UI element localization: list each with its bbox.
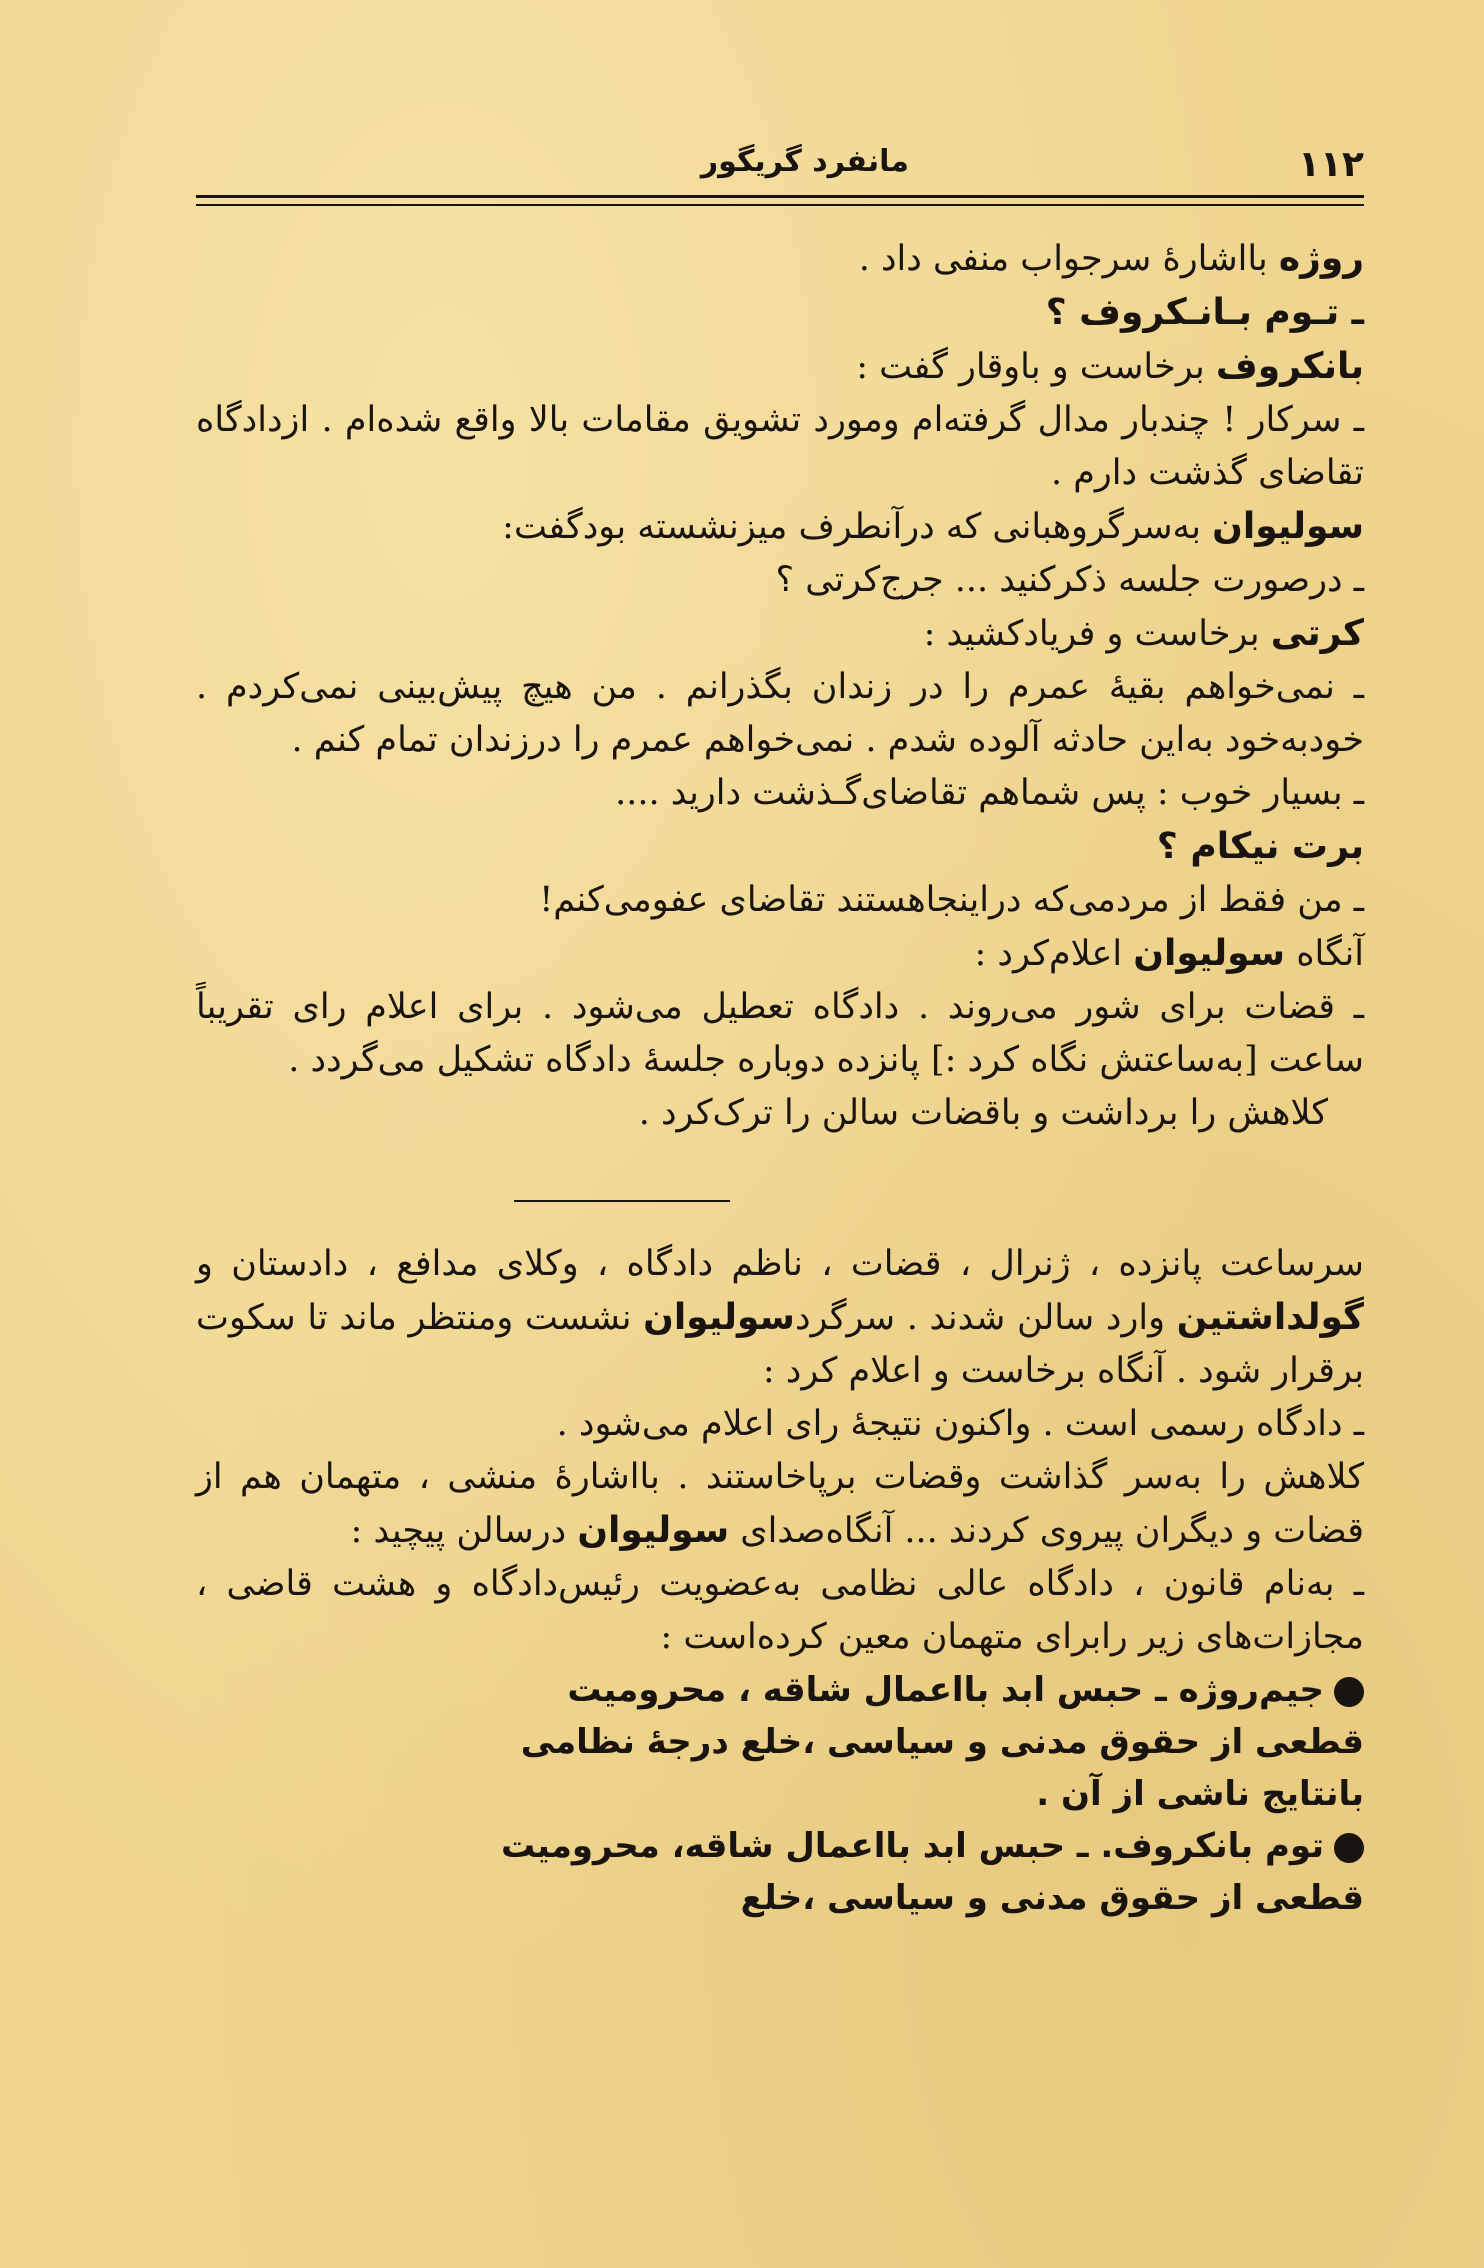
header-rule-thick — [196, 195, 1364, 198]
paragraph: کلاهش را برداشت و باقضات سالن را ترک‌کرد . — [638, 1093, 1328, 1133]
verdict-item: توم بانکروف. ـ حبس ابد بااعمال شاقه، محرومیت قطعی از حقوق مدنی و سیاسی ،خلع — [501, 1826, 1364, 1918]
bullet-icon — [1334, 1833, 1364, 1863]
paragraph: ـ من فقط از مردمی‌که دراینجاهستند تقاضای عفومی‌کنم! — [539, 880, 1364, 920]
paragraph: ـ درصورت جلسه ذکرکنید ... جرج‌کرتی ؟ — [775, 560, 1364, 600]
paragraph: سولیوان به‌سرگروهبانی که درآنطرف میزنشسته بودگفت: — [502, 506, 1364, 547]
paragraph: کرتی برخاست و فریادکشید : — [923, 613, 1364, 654]
section-separator — [514, 1200, 730, 1202]
paragraph: ـ نمی‌خواهم بقیهٔ عمرم را در زندان بگذرانم . من هیچ پیش‌بینی نمی‌کردم . خودبه‌خود به‌این حادثه آلوده شدم . نمی‌خواهم عمرم را درزندان تمام کنم . — [196, 667, 1364, 760]
section-separator-wrap — [196, 1140, 1364, 1238]
paragraph: ـ تـوم بـانـکروف ؟ — [1045, 292, 1364, 333]
paragraph: ـ سرکار ! چندبار مدال گرفته‌ام ومورد تشویق مقامات بالا واقع شده‌ام . ازدادگاه تقاضای گذشت دارم . — [196, 400, 1364, 493]
page-number: ۱۱۲ — [1298, 144, 1364, 185]
paragraph: ـ بسیار خوب : پس شماهم تقاضای‌گـذشت دارید .... — [615, 773, 1364, 813]
body-text — [196, 232, 1364, 1924]
paragraph: ـ به‌نام قانون ، دادگاه عالی نظامی به‌عضویت رئیس‌دادگاه و هشت قاضی ، مجازات‌های زیر رابرای متهمان معین کرده‌است : — [196, 1564, 1364, 1657]
paragraph: ـ قضات برای شور می‌روند . دادگاه تعطیل می‌شود . برای اعلام رای تقریباً ساعت [به‌ساعتش نگاه کرد :] پانزده دوباره جلسهٔ دادگاه تشکیل می‌گردد . — [196, 987, 1364, 1080]
paragraph: کلاهش را به‌سر گذاشت وقضات برپاخاستند . بااشارهٔ منشی ، متهمان هم از قضات و دیگران پیروی کردند ... آنگاه‌صدای سولیوان درسالن پیچید : — [196, 1457, 1364, 1551]
paragraph: بانکروف برخاست و باوقار گفت : — [856, 346, 1364, 387]
paragraph: ـ دادگاه رسمی است . واکنون نتیجهٔ رای اعلام می‌شود . — [556, 1404, 1364, 1444]
header-rule-thin — [196, 204, 1364, 206]
verdict-item: جیم‌روژه ـ حبس ابد بااعمال شاقه ، محرومیت قطعی از حقوق مدنی و سیاسی ،خلع درجهٔ نظامی بانتایج ناشی از آن . — [520, 1670, 1364, 1814]
bullet-icon — [1334, 1677, 1364, 1707]
page-header — [196, 140, 1364, 190]
paragraph: روژه بااشارهٔ سرجواب منفی داد . — [858, 238, 1364, 279]
paragraph: آنگاه سولیوان اعلام‌کرد : — [974, 933, 1364, 974]
paragraph: سرساعت پانزده ، ژنرال ، قضات ، ناظم دادگاه ، وکلای مدافع ، دادستان و گولداشتین وارد سالن شدند . سرگردسولیوان نشست ومنتظر ماند تا سکوت برقرار شود . آنگاه برخاست و اعلام کرد : — [196, 1244, 1364, 1391]
running-head: مانفرد گریگور — [700, 144, 909, 179]
paragraph: برت نیکام ؟ — [1156, 826, 1364, 867]
